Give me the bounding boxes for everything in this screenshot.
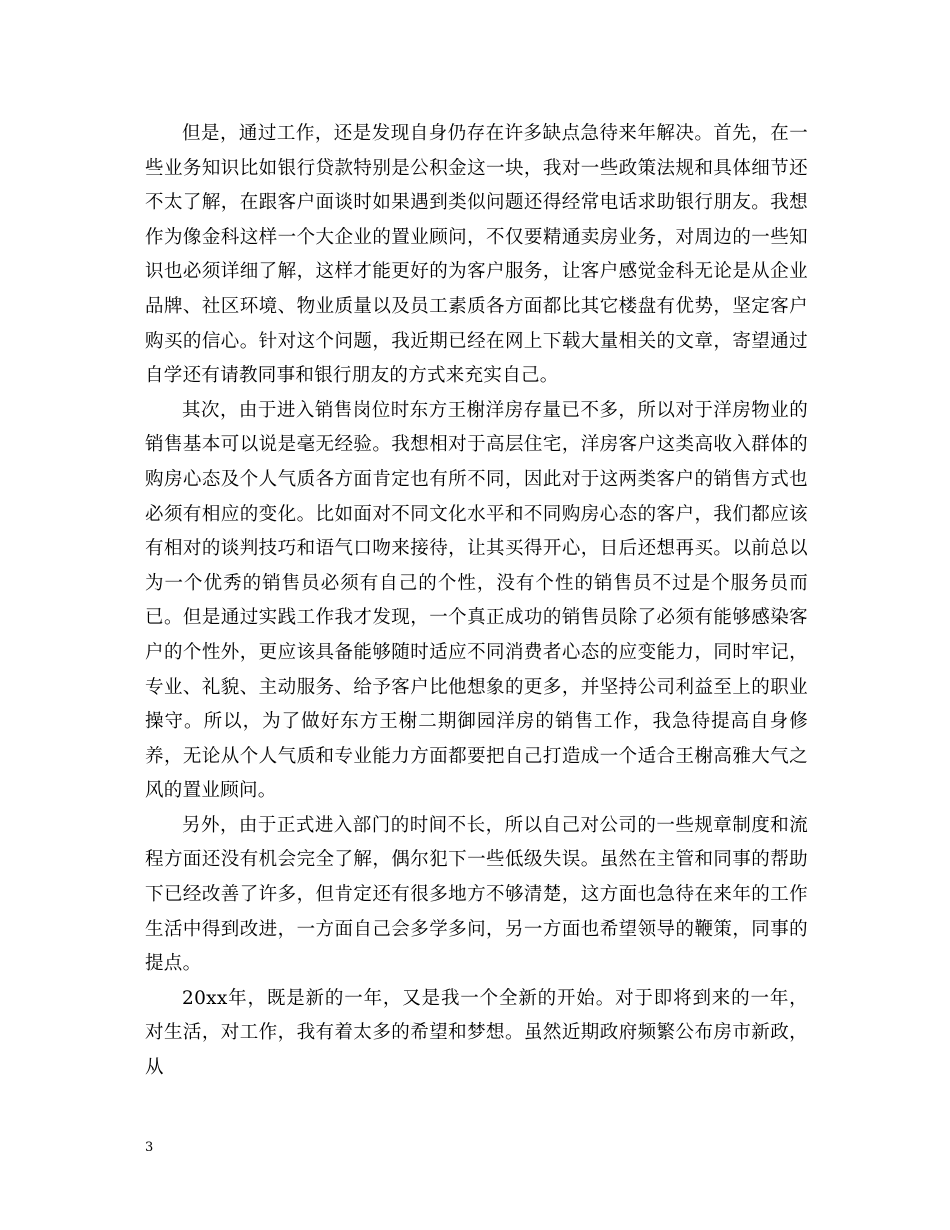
paragraph-1: 但是，通过工作，还是发现自身仍存在许多缺点急待来年解决。首先，在一些业务知识比如银行贷款特别是公积金这一块，我对一些政策法规和具体细节还不太了解，在跟客户面谈时如果遇到类似问题还得经常电话求助银行朋友。我想作为像金科这样一个大企业的置业顾问，不仅要精通卖房业务，对周边的一些知识也必须详细了解，这样才能更好的为客户服务，让客户感觉金科无论是从企业品牌、社区环境、物业质量以及员工素质各方面都比其它楼盘有优势，坚定客户购买的信心。针对这个问题，我近期已经在网上下载大量相关的文章，寄望通过自学还有请教同事和银行朋友的方式来充实自己。: [145, 123, 808, 387]
paragraph-3: 另外，由于正式进入部门的时间不长，所以自己对公司的一些规章制度和流程方面还没有机会完全了解，偶尔犯下一些低级失误。虽然在主管和同事的帮助下已经改善了许多，但肯定还有很多地方不够清楚，这方面也急待在来年的工作生活中得到改进，一方面自己会多学多问，另一方面也希望领导的鞭策，同事的提点。: [145, 814, 808, 975]
paragraph-2: 其次，由于进入销售岗位时东方王榭洋房存量已不多，所以对于洋房物业的销售基本可以说是毫无经验。我想相对于高层住宅，洋房客户这类高收入群体的购房心态及个人气质各方面肯定也有所不同，因此对于这两类客户的销售方式也必须有相应的变化。比如面对不同文化水平和不同购房心态的客户，我们都应该有相对的谈判技巧和语气口吻来接待，让其买得开心，日后还想再买。以前总以为一个优秀的销售员必须有自己的个性，没有个性的销售员不过是个服务员而已。但是通过实践工作我才发现，一个真正成功的销售员除了必须有能够感染客户的个性外，更应该具备能够随时适应不同消费者心态的应变能力，同时牢记，专业、礼貌、主动服务、给予客户比他想象的更多，并坚持公司利益至上的职业操守。所以，为了做好东方王榭二期御园洋房的销售工作，我急待提高自身修养，无论从个人气质和专业能力方面都要把自己打造成一个适合王榭高雅大气之风的置业顾问。: [145, 399, 808, 802]
document-body: [145, 117, 808, 1086]
paragraph-4: 20xx年，既是新的一年，又是我一个全新的开始。对于即将到来的一年，对生活，对工作，我有着太多的希望和梦想。虽然近期政府频繁公布房市新政，从: [145, 987, 808, 1079]
page-number: 3: [145, 1140, 154, 1155]
